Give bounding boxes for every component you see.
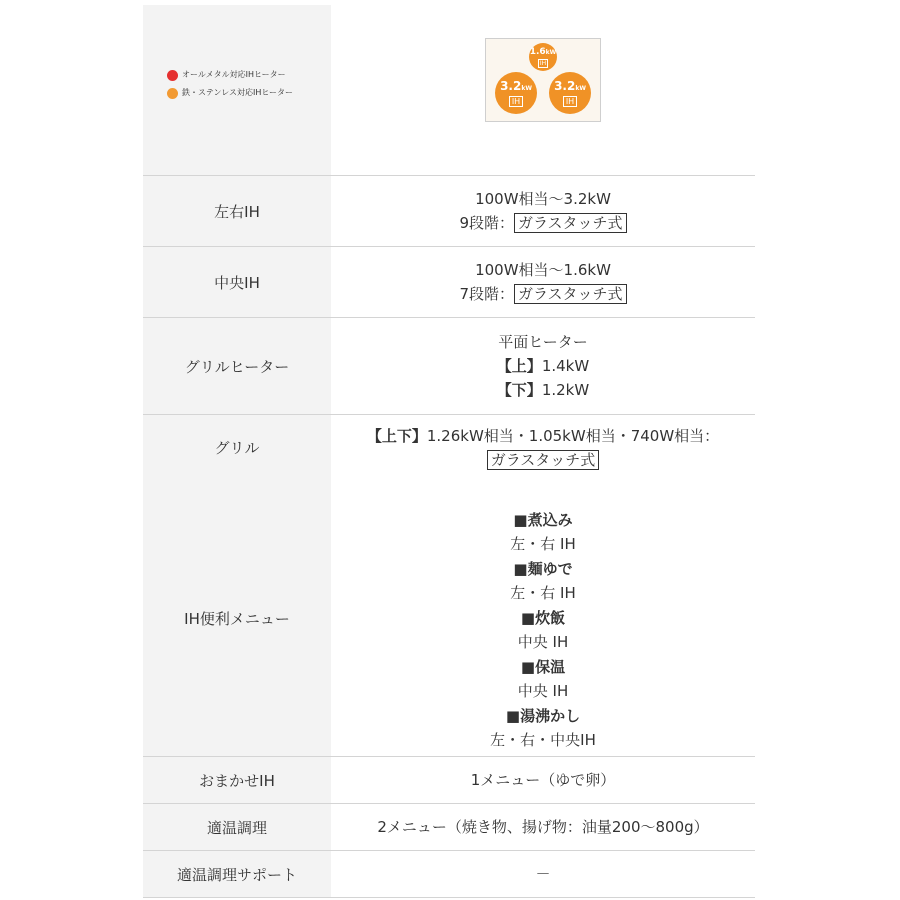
left-burner-icon <box>495 72 537 114</box>
burner-diagram <box>485 38 601 122</box>
legend <box>143 5 331 175</box>
row-label: IH便利メニュー <box>143 480 331 756</box>
menu-item-title: ■湯沸かし <box>505 707 581 725</box>
control-type-badge: ガラスタッチ式 <box>514 284 627 304</box>
heater-type: 平面ヒーター <box>498 333 588 351</box>
legend-label: 鉄・ステンレス対応IHヒーター <box>182 88 294 97</box>
row-value: 1メニュー（ゆで卵） <box>470 771 616 789</box>
row-side-ih <box>143 176 755 247</box>
orange-dot-icon <box>167 88 178 99</box>
row-label: 適温調理サポート <box>143 851 331 897</box>
row-value <box>331 176 755 246</box>
menu-list <box>331 480 755 756</box>
row-grill <box>143 415 755 480</box>
row-value <box>331 415 755 480</box>
power-range: 100W相当～3.2kW <box>475 190 611 208</box>
burner-ih-tag: IH <box>539 59 547 67</box>
row-label: おまかせIH <box>143 757 331 803</box>
grill-power: 【上下】1.26kW相当・1.05kW相当・740W相当： <box>366 426 720 445</box>
upper-heater: 【上】1.4kW <box>496 357 590 375</box>
steps-label: 7段階： <box>459 285 514 303</box>
menu-item-title: ■炊飯 <box>520 609 566 627</box>
lower-heater: 【下】1.2kW <box>496 381 590 399</box>
row-ih-menu <box>143 480 755 757</box>
center-burner-icon <box>529 43 557 71</box>
row-label: 左右IH <box>143 176 331 246</box>
burner-diagram-cell <box>331 5 755 175</box>
row-label: 中央IH <box>143 247 331 317</box>
row-label: グリル <box>143 415 331 480</box>
menu-item-title: ■保温 <box>520 658 566 676</box>
right-burner-icon <box>549 72 591 114</box>
burner-power: 3.2kW <box>500 78 532 93</box>
steps-label: 9段階： <box>459 214 514 232</box>
row-value <box>331 247 755 317</box>
burner-ih-tag: IH <box>563 96 577 107</box>
row-center-ih <box>143 247 755 318</box>
row-omakase <box>143 757 755 804</box>
control-type-badge: ガラスタッチ式 <box>514 213 627 233</box>
power-range: 100W相当～1.6kW <box>475 261 611 279</box>
legend-row <box>143 5 755 176</box>
burner-power: 3.2kW <box>554 78 586 93</box>
legend-item-all-metal <box>167 69 286 81</box>
row-value <box>331 318 755 414</box>
menu-item-burner: 左・右 IH <box>510 535 576 553</box>
row-temp-support <box>143 851 755 898</box>
menu-item-burner: 中央 IH <box>517 682 569 700</box>
row-label: 適温調理 <box>143 804 331 850</box>
menu-item-burner: 中央 IH <box>517 633 569 651</box>
menu-item-burner: 左・右 IH <box>510 584 576 602</box>
menu-item-burner: 左・右・中央IH <box>490 731 596 749</box>
legend-item-iron-stainless <box>167 87 293 99</box>
control-type-badge: ガラスタッチ式 <box>487 450 600 470</box>
burner-ih-tag: IH <box>509 96 523 107</box>
control-line <box>459 211 626 235</box>
burner-power: 1.6kW <box>529 46 557 57</box>
spec-table <box>143 5 755 898</box>
red-dot-icon <box>167 70 178 81</box>
row-temp-cooking <box>143 804 755 851</box>
row-value: － <box>535 865 551 883</box>
row-grill-heater <box>143 318 755 415</box>
menu-item-title: ■煮込み <box>513 511 573 529</box>
legend-label: オールメタル対応IHヒーター <box>182 70 286 79</box>
row-label: グリルヒーター <box>143 318 331 414</box>
row-value: 2メニュー（焼き物、揚げ物：油量200～800g） <box>377 818 709 836</box>
control-line <box>459 282 626 306</box>
menu-item-title: ■麺ゆで <box>513 560 573 578</box>
